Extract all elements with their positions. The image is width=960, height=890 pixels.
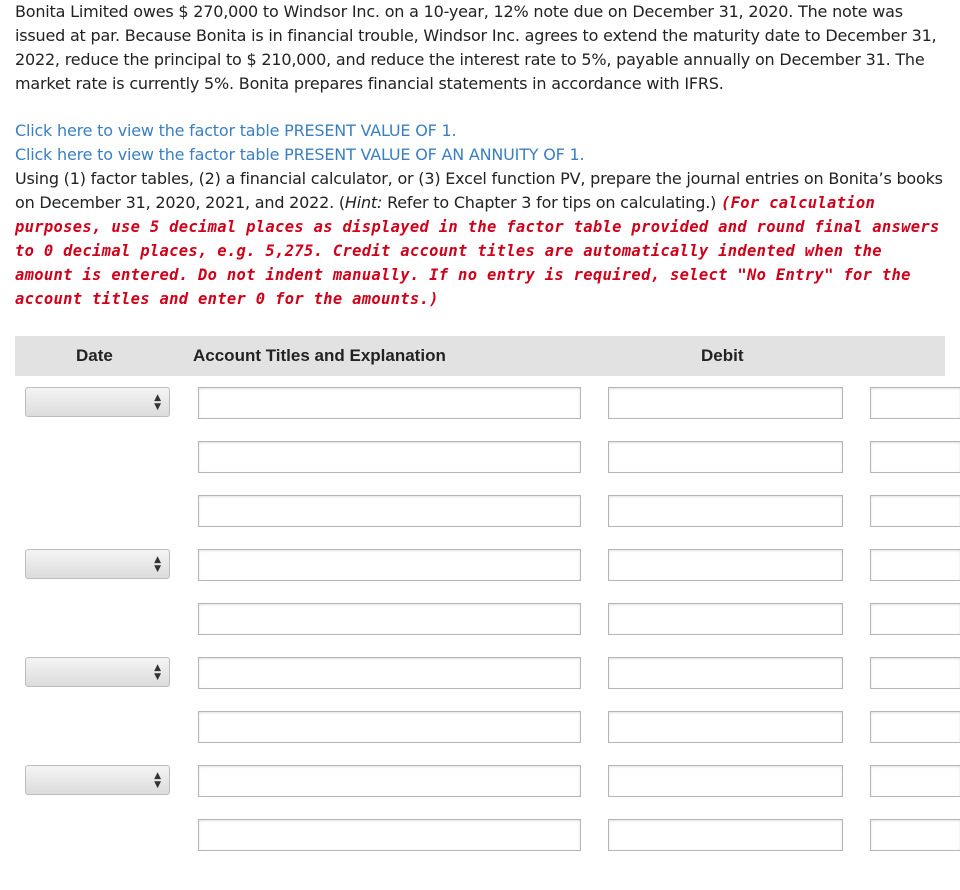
header-date: Date: [76, 346, 113, 365]
factor-table-links: [15, 119, 584, 167]
journal-row: [0, 711, 960, 745]
account-input[interactable]: [198, 711, 581, 743]
date-select[interactable]: [25, 765, 170, 795]
credit-input[interactable]: [870, 711, 960, 743]
account-input[interactable]: [198, 495, 581, 527]
instructions: [15, 167, 947, 311]
account-input[interactable]: [198, 657, 581, 689]
pv-annuity-link[interactable]: Click here to view the factor table PRESENT VALUE OF AN ANNUITY OF 1.: [15, 145, 585, 164]
up-down-arrows-icon: ▲ ▼: [154, 663, 161, 682]
journal-row: [0, 441, 960, 475]
credit-input[interactable]: [870, 387, 960, 419]
journal-row: [0, 657, 960, 691]
journal-row: [0, 603, 960, 637]
problem-statement: [15, 0, 947, 96]
account-input[interactable]: [198, 819, 581, 851]
journal-table-header: [15, 336, 945, 376]
credit-input[interactable]: [870, 765, 960, 797]
debit-input[interactable]: [608, 657, 843, 689]
hint-text: Refer to Chapter 3 for tips on calculating.): [382, 193, 722, 212]
pv-of-1-link[interactable]: Click here to view the factor table PRESENT VALUE OF 1.: [15, 121, 457, 140]
account-input[interactable]: [198, 765, 581, 797]
account-input[interactable]: [198, 549, 581, 581]
credit-input[interactable]: [870, 495, 960, 527]
date-select[interactable]: [25, 387, 170, 417]
date-select[interactable]: [25, 657, 170, 687]
debit-input[interactable]: [608, 711, 843, 743]
credit-input[interactable]: [870, 549, 960, 581]
header-account: Account Titles and Explanation: [193, 346, 446, 365]
journal-row: [0, 549, 960, 583]
header-debit: Debit: [701, 346, 744, 365]
debit-input[interactable]: [608, 819, 843, 851]
instructions-main: Using (1) factor tables, (2) a financial calculator, or (3) Excel function PV, prepare the journal entries on Bonita’s books on December 31, 2020, 2021, and 2022. (: [15, 169, 943, 212]
hint-label: Hint:: [344, 193, 383, 212]
account-input[interactable]: [198, 387, 581, 419]
date-select[interactable]: [25, 549, 170, 579]
debit-input[interactable]: [608, 495, 843, 527]
journal-row: [0, 819, 960, 853]
calculation-note: (For calculation purposes, use 5 decimal places as displayed in the factor table provided and round final answers to 0 decimal places, e.g. 5,275. Credit account titles are automatically indented when the amount is entered. Do not indent manually. If no entry is required, select "No Entry" for the account titles and enter 0 for the amounts.): [15, 194, 940, 308]
debit-input[interactable]: [608, 765, 843, 797]
account-input[interactable]: [198, 603, 581, 635]
debit-input[interactable]: [608, 441, 843, 473]
up-down-arrows-icon: ▲ ▼: [154, 555, 161, 574]
debit-input[interactable]: [608, 603, 843, 635]
problem-text: Bonita Limited owes $ 270,000 to Windsor Inc. on a 10-year, 12% note due on December 31, 2020. The note was issued at par. Because Bonita is in financial trouble, Windsor Inc. agrees to extend the maturity date to December 31, 2022, reduce the principal to $ 210,000, and reduce the interest rate to 5%, payable annually on December 31. The market rate is currently 5%. Bonita prepares financial statements in accordance with IFRS.: [15, 2, 937, 93]
journal-row: [0, 765, 960, 799]
journal-row: [0, 387, 960, 421]
credit-input[interactable]: [870, 657, 960, 689]
account-input[interactable]: [198, 441, 581, 473]
up-down-arrows-icon: ▲ ▼: [154, 393, 161, 412]
journal-row: [0, 495, 960, 529]
up-down-arrows-icon: ▲ ▼: [154, 771, 161, 790]
debit-input[interactable]: [608, 387, 843, 419]
debit-input[interactable]: [608, 549, 843, 581]
credit-input[interactable]: [870, 819, 960, 851]
credit-input[interactable]: [870, 441, 960, 473]
credit-input[interactable]: [870, 603, 960, 635]
